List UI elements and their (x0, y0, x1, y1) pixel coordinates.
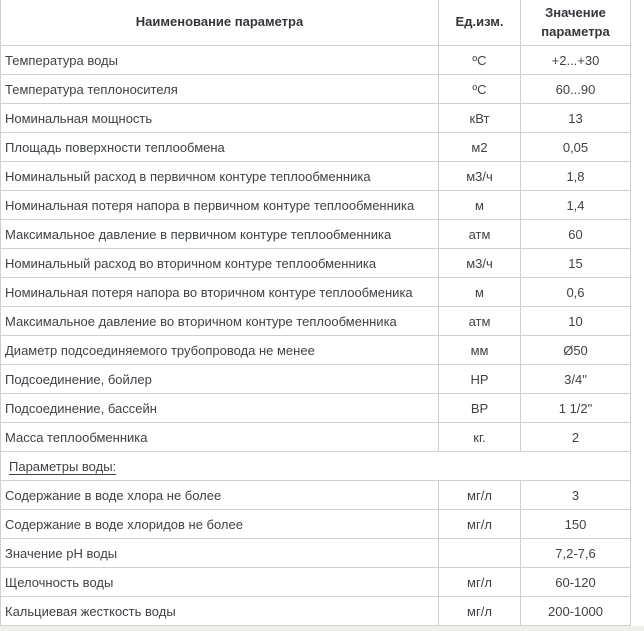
section-row (1, 452, 631, 481)
unit-cell: м (439, 191, 521, 220)
value-cell: 15 (521, 249, 631, 278)
param-name-cell: Номинальная потеря напора во вторичном контуре теплообменика (1, 278, 439, 307)
table-row (1, 104, 631, 133)
page-background-strip (0, 626, 644, 631)
param-name-cell: Максимальное давление в первичном контуре теплообменника (1, 220, 439, 249)
unit-cell: м (439, 278, 521, 307)
column-header-parameter-value: Значение параметра (521, 0, 631, 46)
param-name-cell: Температура теплоносителя (1, 75, 439, 104)
value-cell: Ø50 (521, 336, 631, 365)
unit-cell: м3/ч (439, 249, 521, 278)
unit-cell: мм (439, 336, 521, 365)
unit-cell: ºС (439, 46, 521, 75)
specs-table-header (1, 0, 631, 46)
value-cell: 0,6 (521, 278, 631, 307)
table-row (1, 278, 631, 307)
param-name-cell: Номинальная потеря напора в первичном контуре теплообменника (1, 191, 439, 220)
column-header-parameter-name: Наименование параметра (1, 0, 439, 46)
unit-cell: атм (439, 307, 521, 336)
unit-cell: кг. (439, 423, 521, 452)
unit-cell: мг/л (439, 568, 521, 597)
specs-table-body (1, 46, 631, 626)
unit-cell: НР (439, 365, 521, 394)
param-name-cell: Диаметр подсоединяемого трубопровода не менее (1, 336, 439, 365)
value-cell: 150 (521, 510, 631, 539)
table-row (1, 597, 631, 626)
value-cell: 60 (521, 220, 631, 249)
unit-cell: мг/л (439, 510, 521, 539)
value-cell: 200-1000 (521, 597, 631, 626)
table-row (1, 568, 631, 597)
unit-cell (439, 539, 521, 568)
param-name-cell: Масса теплообменника (1, 423, 439, 452)
value-cell: 1 1/2" (521, 394, 631, 423)
table-row (1, 539, 631, 568)
param-name-cell: Площадь поверхности теплообмена (1, 133, 439, 162)
param-name-cell: Подсоединение, бойлер (1, 365, 439, 394)
unit-cell: атм (439, 220, 521, 249)
param-name-cell: Значение pH воды (1, 539, 439, 568)
unit-cell: мг/л (439, 597, 521, 626)
param-name-cell: Содержание в воде хлора не более (1, 481, 439, 510)
value-cell: 7,2-7,6 (521, 539, 631, 568)
table-row (1, 220, 631, 249)
table-row (1, 365, 631, 394)
table-row (1, 162, 631, 191)
param-name-cell: Номинальный расход во вторичном контуре теплообменника (1, 249, 439, 278)
param-name-cell: Температура воды (1, 46, 439, 75)
table-row (1, 191, 631, 220)
value-cell: 13 (521, 104, 631, 133)
value-cell: +2...+30 (521, 46, 631, 75)
table-row (1, 46, 631, 75)
value-cell: 10 (521, 307, 631, 336)
param-name-cell: Максимальное давление во вторичном контуре теплообменника (1, 307, 439, 336)
table-row (1, 394, 631, 423)
table-row (1, 249, 631, 278)
param-name-cell: Подсоединение, бассейн (1, 394, 439, 423)
param-name-cell: Содержание в воде хлоридов не более (1, 510, 439, 539)
unit-cell: кВт (439, 104, 521, 133)
value-cell: 1,8 (521, 162, 631, 191)
column-header-unit: Ед.изм. (439, 0, 521, 46)
table-row (1, 336, 631, 365)
unit-cell: ВР (439, 394, 521, 423)
value-cell: 3 (521, 481, 631, 510)
unit-cell: м2 (439, 133, 521, 162)
table-row (1, 133, 631, 162)
param-name-cell: Кальциевая жесткость воды (1, 597, 439, 626)
table-row (1, 423, 631, 452)
table-row (1, 481, 631, 510)
value-cell: 0,05 (521, 133, 631, 162)
unit-cell: ºС (439, 75, 521, 104)
param-name-cell: Щелочность воды (1, 568, 439, 597)
param-name-cell: Номинальный расход в первичном контуре теплообменника (1, 162, 439, 191)
value-cell: 1,4 (521, 191, 631, 220)
header-row (1, 0, 631, 46)
value-cell: 3/4" (521, 365, 631, 394)
section-label: Параметры воды: (1, 452, 631, 481)
table-row (1, 307, 631, 336)
value-cell: 60...90 (521, 75, 631, 104)
value-cell: 60-120 (521, 568, 631, 597)
value-cell: 2 (521, 423, 631, 452)
table-row (1, 75, 631, 104)
unit-cell: м3/ч (439, 162, 521, 191)
table-row (1, 510, 631, 539)
param-name-cell: Номинальная мощность (1, 104, 439, 133)
unit-cell: мг/л (439, 481, 521, 510)
